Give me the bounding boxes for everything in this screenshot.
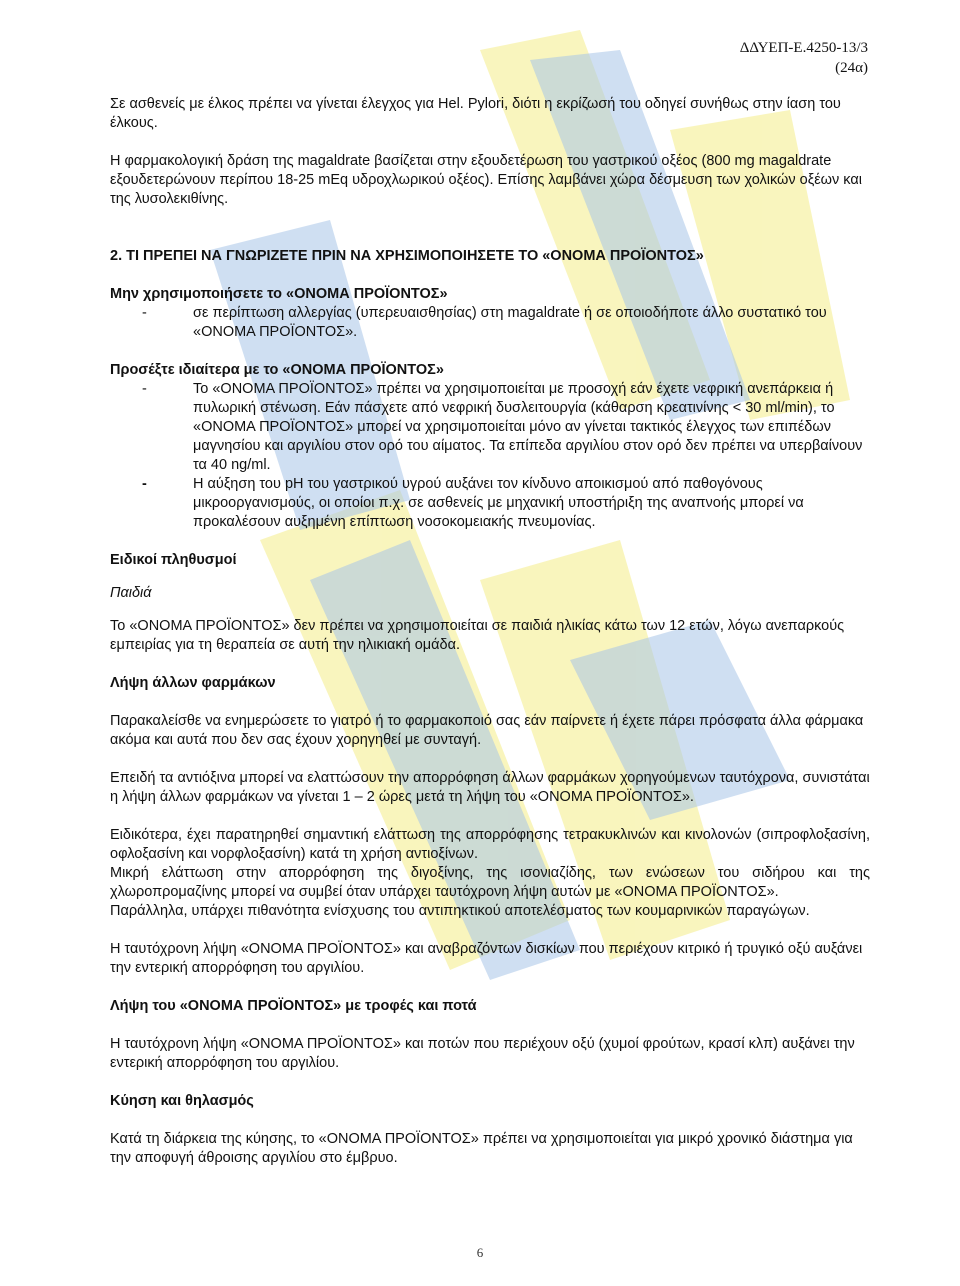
heading-caution: Προσέξτε ιδιαίτερα με το «ΟΝΟΜΑ ΠΡΟΪΟΝΤΟΣ» <box>110 362 444 378</box>
heading-pregnancy: Κύηση και θηλασμός <box>110 1093 254 1109</box>
heading-food-drink: Λήψη του «ΟΝΟΜΑ ΠΡΟΪΟΝΤΟΣ» με τροφές και ποτά <box>110 998 477 1014</box>
list-item <box>110 475 870 532</box>
document-subref: (24α) <box>835 60 868 76</box>
page-number: 6 <box>476 1245 484 1260</box>
paragraph-tetracyclines: Ειδικότερα, έχει παρατηρηθεί σημαντική ελάττωση της απορρόφησης τετρακυκλινών και κινολονών (σιπροφλοξασίνη, οφλοξασίνη και νορφλοξασίνη) κατά τη χρήση αντιοξίνων. <box>110 827 870 862</box>
heading-special-populations: Ειδικοί πληθυσμοί <box>110 552 237 568</box>
document-reference: ΔΔΥΕΠ-Ε.4250-13/3 <box>739 40 868 56</box>
heading-do-not-use: Μην χρησιμοποιήσετε το «ΟΝΟΜΑ ΠΡΟΪΟΝΤΟΣ» <box>110 286 448 302</box>
document-header <box>740 38 868 78</box>
paragraph-inform-doctor: Παρακαλείσθε να ενημερώσετε το γιατρό ή το φαρμακοποιό σας εάν παίρνετε ή έχετε πάρει πρόσφατα άλλα φάρμακα ακόμα και αυτά που δεν σας έχουν χορηγηθεί με συνταγή. <box>110 713 864 748</box>
section-heading-2: 2. ΤΙ ΠΡΕΠΕΙ ΝΑ ΓΝΩΡΙΖΕΤΕ ΠΡΙΝ ΝΑ ΧΡΗΣΙΜΟΠΟΙΗΣΕΤΕ ΤΟ «ΟΝΟΜΑ ΠΡΟΪΟΝΤΟΣ» <box>110 248 704 264</box>
paragraph-children: Το «ΟΝΟΜΑ ΠΡΟΪΟΝΤΟΣ» δεν πρέπει να χρησιμοποιείται σε παιδιά ηλικίας κάτω των 12 ετών, λόγω ανεπαρκούς εμπειρίας για τη θεραπεία σε αυτή την ηλικιακή ομάδα. <box>110 618 845 653</box>
list-dash: - <box>142 381 147 397</box>
list-item-text: Το «ΟΝΟΜΑ ΠΡΟΪΟΝΤΟΣ» πρέπει να χρησιμοποιείται με προσοχή εάν έχετε νεφρική ανεπάρκεια ή πυλωρική στένωση. Εάν πάσχετε από νεφρική δυσλειτουργία (κάθαρση κρεατινίνης < 30 ml/min), το «ΟΝΟΜΑ ΠΡΟΪΟΝΤΟΣ» μπορεί να χρησιμοποιείται μόνο αν γίνεται τακτικός έλεγχος των επιπέδων μαγνησίου και αργιλίου στον ορό του αίματος. Τα επίπεδα αργιλίου στον ορό δεν πρέπει να υπερβαίνουν τα 40 ng/ml. <box>193 381 863 473</box>
list-item <box>110 380 870 475</box>
paragraph-pregnancy: Κατά τη διάρκεια της κύησης, το «ΟΝΟΜΑ ΠΡΟΪΟΝΤΟΣ» πρέπει να χρησιμοποιείται για μικρό χρονικό διάστημα για την αποφυγή άθροισης αργιλίου στο έμβρυο. <box>110 1131 853 1166</box>
paragraph-effervescent: Η ταυτόχρονη λήψη «ΟΝΟΜΑ ΠΡΟΪΟΝΤΟΣ» και αναβραζόντων δισκίων που περιέχουν κιτρικό ή τρυγικό οξύ αυξάνει την εντερική απορρόφηση του αργιλίου. <box>110 941 863 976</box>
list-item-text: σε περίπτωση αλλεργίας (υπερευαισθησίας) στη magaldrate ή σε οποιοδήποτε άλλο συστατικό του «ΟΝΟΜΑ ΠΡΟΪΟΝΤΟΣ». <box>193 305 827 340</box>
list-item-text: Η αύξηση του pH του γαστρικού υγρού αυξάνει τον κίνδυνο αποικισμού από παθογόνους μικροοργανισμούς, οι οποίοι π.χ. σε ασθενείς με μηχανική υποστήριξη της αναπνοής μπορεί να προκαλέσουν αυξημένη επίπτωση νοσοκομειακής πνευμονίας. <box>193 476 804 530</box>
paragraph-food-drink: Η ταυτόχρονη λήψη «ΟΝΟΜΑ ΠΡΟΪΟΝΤΟΣ» και ποτών που περιέχουν οξύ (χυμοί φρούτων, κρασί κλπ) αυξάνει την εντερική απορρόφηση του αργιλίου. <box>110 1036 855 1071</box>
paragraph-antacid-interval: Επειδή τα αντιόξινα μπορεί να ελαττώσουν την απορρόφηση άλλων φαρμάκων χορηγούμενων ταυτόχρονα, συνιστάται η λήψη άλλων φαρμάκων να γίνεται 1 – 2 ώρες μετά τη λήψη του «ΟΝΟΜΑ ΠΡΟΪΟΝΤΟΣ». <box>110 770 870 805</box>
list-item <box>110 304 870 342</box>
document-body <box>110 95 870 1168</box>
subheading-children: Παιδιά <box>110 585 152 601</box>
list-dash: - <box>142 476 147 492</box>
heading-other-medicines: Λήψη άλλων φαρμάκων <box>110 675 276 691</box>
list-dash: - <box>142 305 147 321</box>
paragraph-digoxin: Μικρή ελάττωση στην απορρόφηση της διγοξίνης, της ισονιαζίδης, των ενώσεων του σιδήρου και της χλωροπρομαζίνης μπορεί να συμβεί όταν υπάρχει ταυτόχρονη λήψη αυτών με «ΟΝΟΜΑ ΠΡΟΪΟΝΤΟΣ». <box>110 865 870 900</box>
paragraph-coumarin: Παράλληλα, υπάρχει πιθανότητα ενίσχυσης του αντιπηκτικού αποτελέσματος των κουμαρινικών παραγώγων. <box>110 903 810 919</box>
paragraph-pharmacology: Η φαρμακολογική δράση της magaldrate βασίζεται στην εξουδετέρωση του γαστρικού οξέος (800 mg magaldrate εξουδετερώνουν περίπου 18-25 mEq υδροχλωρικού οξέος). Επίσης λαμβάνει χώρα δέσμευση των χολικών οξέων και της λυσολεκιθίνης. <box>110 153 862 207</box>
paragraph-helicobacter: Σε ασθενείς με έλκος πρέπει να γίνεται έλεγχος για Hel. Pylori, διότι η εκρίζωσή του οδηγεί συνήθως στην ίαση του έλκους. <box>110 96 841 131</box>
